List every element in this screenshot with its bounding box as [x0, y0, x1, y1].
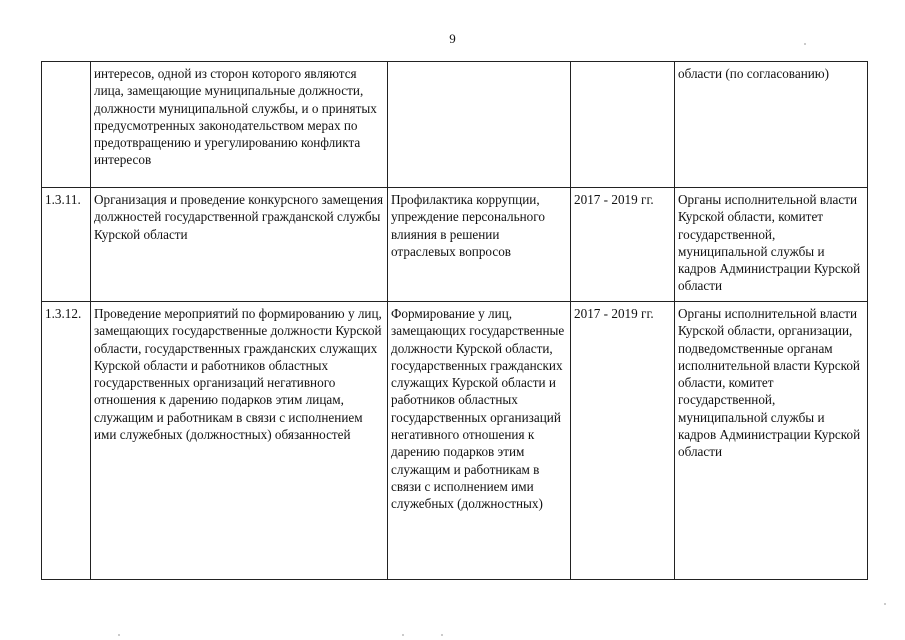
- responsible-cell: Органы исполнительной власти Курской области, организации, подведомственные органам исполнительной власти Курской области, комитет государственной, муниципальной службы и кадров Администрации Курской области: [675, 302, 868, 580]
- scan-speck: [402, 634, 404, 636]
- goal-cell: Профилактика коррупции, упреждение персонального влияния в решении отраслевых вопросов: [388, 188, 571, 302]
- goal-cell: Формирование у лиц, замещающих государственные должности Курской области, государственных гражданских служащих Курской области и работников областных государственных организаций негативного отношения к дарению подарков этим служащим и работникам в связи с исполнением ими служебных (должностных): [388, 302, 571, 580]
- row-number-cell: [42, 62, 91, 188]
- measures-table: [41, 61, 868, 580]
- scan-speck: [884, 603, 886, 605]
- responsible-cell: области (по согласованию): [675, 62, 868, 188]
- table-row: [42, 302, 868, 580]
- event-cell: интересов, одной из сторон которого являются лица, замещающие муниципальные должности, должности муниципальной службы, и о принятых предусмотренных законодательством мерах по предотвращению и урегулированию конфликта интересов: [91, 62, 388, 188]
- scan-speck: [804, 43, 806, 45]
- responsible-cell: Органы исполнительной власти Курской области, комитет государственной, муниципальной службы и кадров Администрации Курской области: [675, 188, 868, 302]
- page-number: 9: [449, 31, 456, 46]
- row-number-cell: 1.3.12.: [42, 302, 91, 580]
- row-number-cell: 1.3.11.: [42, 188, 91, 302]
- term-cell: 2017 - 2019 гг.: [571, 302, 675, 580]
- scan-speck: [441, 634, 443, 636]
- table-row: [42, 188, 868, 302]
- scan-speck: [118, 634, 120, 636]
- term-cell: 2017 - 2019 гг.: [571, 188, 675, 302]
- event-cell: Организация и проведение конкурсного замещения должностей государственной гражданской службы Курской области: [91, 188, 388, 302]
- term-cell: [571, 62, 675, 188]
- goal-cell: [388, 62, 571, 188]
- event-cell: Проведение мероприятий по формированию у лиц, замещающих государственные должности Курской области, государственных гражданских служащих Курской области и работников областных государственных организаций негативного отношения к дарению подарков этим лицам, служащим и работникам в связи с исполнением ими служебных (должностных) обязанностей: [91, 302, 388, 580]
- table-row: [42, 62, 868, 188]
